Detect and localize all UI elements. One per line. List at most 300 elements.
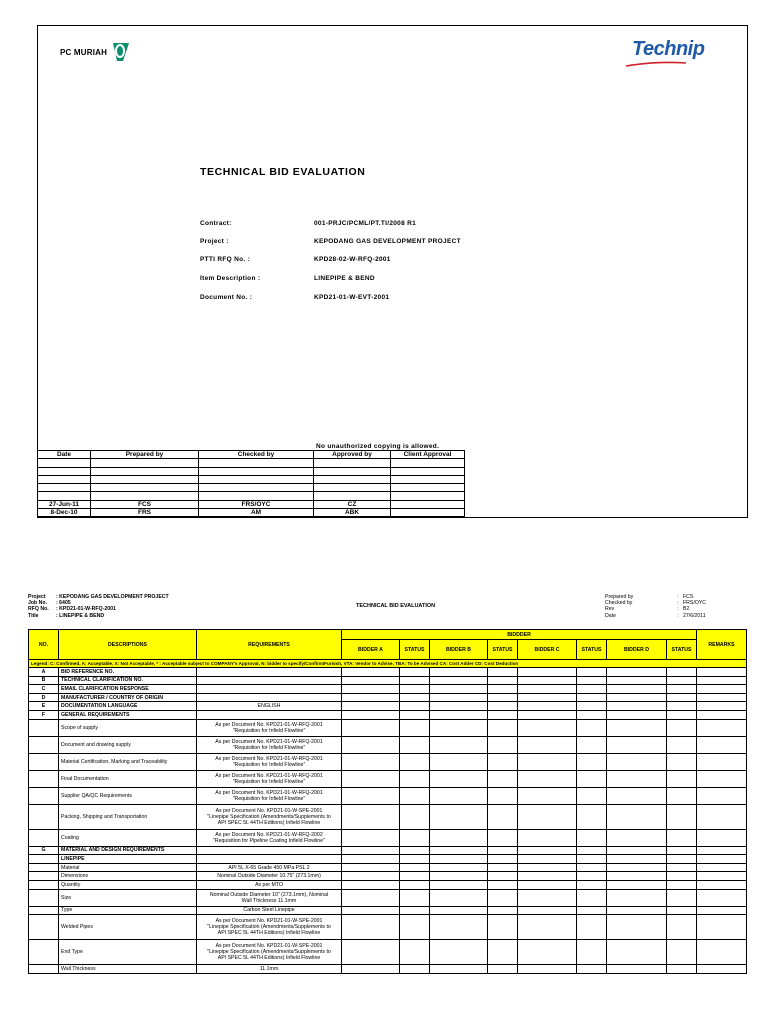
row-bidder-cell — [577, 770, 607, 787]
row-remarks — [697, 906, 747, 915]
row-bidder-cell — [577, 863, 607, 872]
row-no — [29, 915, 59, 940]
row-bidder-cell — [577, 753, 607, 770]
row-remarks — [697, 863, 747, 872]
row-bidder-cell — [607, 855, 667, 864]
row-bidder-cell — [342, 855, 400, 864]
revision-row-empty — [38, 484, 465, 492]
row-no — [29, 770, 59, 787]
revision-row — [38, 509, 465, 517]
row-bidder-cell — [342, 753, 400, 770]
row-no: G — [29, 846, 59, 855]
row-no — [29, 736, 59, 753]
row-bidder-cell — [342, 915, 400, 940]
rev-client — [391, 509, 465, 517]
table-row — [29, 804, 747, 829]
row-remarks — [697, 685, 747, 694]
row-description: DOCUMENTATION LANGUAGE — [59, 702, 197, 711]
header-value: : LINEPIPE & BEND — [56, 612, 105, 619]
row-description: Size — [59, 889, 197, 906]
row-remarks — [697, 855, 747, 864]
row-requirement — [197, 676, 342, 685]
row-bidder-cell — [518, 846, 577, 855]
row-bidder-cell — [518, 753, 577, 770]
row-bidder-cell — [607, 804, 667, 829]
row-bidder-cell — [667, 710, 697, 719]
row-bidder-cell — [607, 736, 667, 753]
row-no — [29, 855, 59, 864]
row-bidder-cell — [488, 804, 518, 829]
row-remarks — [697, 804, 747, 829]
revision-row — [38, 500, 465, 508]
sheet-header-right: Prepared by : FCS Checked by : FRS/OYC Rev : B2 Date : 27/6/2011 — [605, 594, 707, 619]
row-no — [29, 965, 59, 974]
row-bidder-cell — [342, 804, 400, 829]
table-row — [29, 685, 747, 694]
header-value: 27/6/2011 — [683, 612, 706, 619]
row-remarks — [697, 915, 747, 940]
row-requirement — [197, 855, 342, 864]
cover-title: TECHNICAL BID EVALUATION — [200, 166, 366, 178]
row-requirement — [197, 668, 342, 677]
row-remarks — [697, 872, 747, 881]
row-bidder-cell — [430, 676, 488, 685]
row-bidder-cell — [518, 863, 577, 872]
row-requirement: As per Document No. KPD21-01-W-RFQ-2001 "Requisition for Infield Flowline" — [197, 770, 342, 787]
header-key: Job No. — [28, 600, 48, 607]
row-bidder-cell — [488, 668, 518, 677]
row-description: TECHNICAL CLARIFICATION NO. — [59, 676, 197, 685]
table-header-row — [29, 630, 747, 640]
row-description: MATERIAL AND DESIGN REQUIREMENTS — [59, 846, 197, 855]
row-bidder-cell — [430, 736, 488, 753]
table-row — [29, 736, 747, 753]
rev-header-checked: Checked by — [199, 451, 314, 459]
row-description: Scope of supply — [59, 719, 197, 736]
row-bidder-cell — [430, 829, 488, 846]
revision-row-empty — [38, 475, 465, 483]
row-bidder-cell — [667, 753, 697, 770]
status-header: STATUS — [577, 640, 607, 660]
row-bidder-cell — [488, 710, 518, 719]
row-requirement — [197, 710, 342, 719]
row-bidder-cell — [430, 940, 488, 965]
revision-header-row — [38, 451, 465, 459]
row-bidder-cell — [607, 710, 667, 719]
row-bidder-cell — [430, 965, 488, 974]
header-key: Project — [28, 594, 46, 600]
row-bidder-cell — [488, 719, 518, 736]
row-bidder-cell — [518, 702, 577, 711]
row-bidder-cell — [577, 915, 607, 940]
row-bidder-cell — [607, 787, 667, 804]
header-key: Checked by — [605, 600, 633, 607]
row-bidder-cell — [430, 719, 488, 736]
row-bidder-cell — [577, 702, 607, 711]
row-requirement: ENGLISH — [197, 702, 342, 711]
row-no: C — [29, 685, 59, 694]
row-bidder-cell — [577, 685, 607, 694]
petronas-emblem-icon — [107, 39, 133, 65]
row-description: Material Certification, Marking and Traceability — [59, 753, 197, 770]
row-bidder-cell — [667, 702, 697, 711]
col-req-header: REQUIREMENTS — [197, 630, 342, 660]
row-remarks — [697, 770, 747, 787]
rev-header-date: Date — [38, 451, 91, 459]
legend-row — [29, 660, 747, 668]
row-bidder-cell — [667, 787, 697, 804]
row-bidder-cell — [400, 770, 430, 787]
row-bidder-cell — [430, 804, 488, 829]
header-key: Rev — [605, 606, 615, 613]
row-bidder-cell — [400, 702, 430, 711]
row-no — [29, 863, 59, 872]
header-value: B2 — [683, 606, 690, 613]
row-bidder-cell — [342, 736, 400, 753]
row-bidder-cell — [577, 906, 607, 915]
row-bidder-cell — [400, 804, 430, 829]
technip-swoosh-icon — [626, 61, 686, 67]
pc-muriah-logo — [60, 39, 133, 65]
row-requirement: As per Document No. KPD21-01-W-RFQ-2001 "Requisition for Infield Flowline" — [197, 719, 342, 736]
row-bidder-cell — [342, 676, 400, 685]
row-bidder-cell — [488, 770, 518, 787]
header-key: RFQ No. — [28, 606, 49, 613]
revision-row-empty — [38, 467, 465, 475]
row-description: Document and drawing supply — [59, 736, 197, 753]
row-bidder-cell — [430, 685, 488, 694]
rev-header-client: Client Approval — [391, 451, 465, 459]
row-bidder-cell — [607, 668, 667, 677]
revision-row-empty — [38, 492, 465, 500]
header-value: : KEPODANG GAS DEVELOPMENT PROJECT — [56, 594, 169, 600]
table-row — [29, 855, 747, 864]
col-desc-header: DESCRIPTIONS — [59, 630, 197, 660]
row-no: D — [29, 693, 59, 702]
row-bidder-cell — [430, 846, 488, 855]
row-remarks — [697, 736, 747, 753]
row-bidder-cell — [342, 863, 400, 872]
row-requirement: 11.1mm — [197, 965, 342, 974]
row-bidder-cell — [400, 846, 430, 855]
row-remarks — [697, 940, 747, 965]
row-bidder-cell — [400, 736, 430, 753]
row-bidder-cell — [607, 872, 667, 881]
row-bidder-cell — [607, 770, 667, 787]
row-bidder-cell — [667, 863, 697, 872]
row-remarks — [697, 668, 747, 677]
row-description: Type — [59, 906, 197, 915]
rev-client — [391, 500, 465, 508]
row-no — [29, 804, 59, 829]
table-row — [29, 702, 747, 711]
row-bidder-cell — [342, 889, 400, 906]
row-bidder-cell — [518, 685, 577, 694]
row-bidder-cell — [430, 753, 488, 770]
row-bidder-cell — [518, 915, 577, 940]
project-label: Project : — [200, 238, 229, 245]
row-bidder-cell — [518, 668, 577, 677]
col-remarks-header: REMARKS — [697, 630, 747, 660]
technip-logo — [632, 38, 744, 67]
row-bidder-cell — [342, 719, 400, 736]
row-bidder-cell — [667, 770, 697, 787]
table-row — [29, 863, 747, 872]
row-bidder-cell — [430, 872, 488, 881]
row-requirement — [197, 685, 342, 694]
row-requirement: As per Document No. KPD21-01-W-SPE-2001 "Linepipe Specification (Amendments/Supplements to API SPEC 5L 44TH Editions) Infield Flowline — [197, 915, 342, 940]
table-row — [29, 753, 747, 770]
row-bidder-cell — [488, 915, 518, 940]
row-no — [29, 719, 59, 736]
row-bidder-cell — [430, 915, 488, 940]
row-bidder-cell — [667, 940, 697, 965]
row-bidder-cell — [342, 965, 400, 974]
row-no: F — [29, 710, 59, 719]
row-bidder-cell — [667, 829, 697, 846]
row-bidder-cell — [488, 787, 518, 804]
row-bidder-cell — [667, 668, 697, 677]
table-row — [29, 676, 747, 685]
revision-row-empty — [38, 459, 465, 467]
row-bidder-cell — [400, 710, 430, 719]
row-bidder-cell — [667, 880, 697, 889]
row-remarks — [697, 710, 747, 719]
row-bidder-cell — [400, 719, 430, 736]
rev-prepared: FRS — [91, 509, 199, 517]
row-bidder-cell — [577, 889, 607, 906]
row-no: E — [29, 702, 59, 711]
row-bidder-cell — [342, 940, 400, 965]
row-bidder-cell — [667, 889, 697, 906]
row-requirement: As per Document No. KPD21-01-W-SPE-2001 "Linepipe Specification (Amendments/Supplements to API SPEC 5L 44TH Editions) Infield Flowline — [197, 940, 342, 965]
row-bidder-cell — [577, 676, 607, 685]
row-bidder-cell — [518, 710, 577, 719]
row-bidder-cell — [488, 863, 518, 872]
row-bidder-cell — [342, 846, 400, 855]
row-bidder-cell — [430, 880, 488, 889]
row-requirement — [197, 693, 342, 702]
row-bidder-cell — [400, 872, 430, 881]
row-bidder-cell — [607, 863, 667, 872]
row-bidder-cell — [342, 685, 400, 694]
row-bidder-cell — [488, 685, 518, 694]
row-bidder-cell — [607, 965, 667, 974]
row-bidder-cell — [430, 668, 488, 677]
row-bidder-cell — [577, 829, 607, 846]
row-bidder-cell — [577, 872, 607, 881]
status-header: STATUS — [488, 640, 518, 660]
row-bidder-cell — [342, 872, 400, 881]
contract-value: 001-PRJC/PCML/PT.TI/2008 R1 — [314, 220, 417, 227]
row-bidder-cell — [518, 872, 577, 881]
table-row — [29, 719, 747, 736]
row-bidder-cell — [400, 855, 430, 864]
row-requirement: As per Document No. KPD21-01-W-SPE-2001 "Linepipe Specification (Amendments/Supplements to API SPEC 5L 44TH Editions) Infield Flowline — [197, 804, 342, 829]
row-bidder-cell — [607, 906, 667, 915]
row-bidder-cell — [577, 965, 607, 974]
row-bidder-cell — [488, 855, 518, 864]
contract-label: Contract: — [200, 220, 232, 227]
row-bidder-cell — [577, 710, 607, 719]
row-bidder-cell — [607, 753, 667, 770]
rfq-value: KPD28-02-W-RFQ-2001 — [314, 256, 391, 263]
col-no-header: NO. — [29, 630, 59, 660]
row-description: Dimensions — [59, 872, 197, 881]
row-bidder-cell — [607, 693, 667, 702]
row-bidder-cell — [607, 889, 667, 906]
row-bidder-cell — [577, 736, 607, 753]
row-bidder-cell — [342, 710, 400, 719]
row-remarks — [697, 889, 747, 906]
row-description: Welded Pipes — [59, 915, 197, 940]
document-no-label: Document No. : — [200, 294, 253, 301]
row-bidder-cell — [430, 855, 488, 864]
table-row — [29, 710, 747, 719]
row-bidder-cell — [488, 872, 518, 881]
revision-table — [37, 450, 465, 517]
row-requirement: As per Document No. KPD21-01-W-RFQ-2002 "Requisition for Pipeline Coating Infield Flowline" — [197, 829, 342, 846]
row-bidder-cell — [400, 685, 430, 694]
rev-date: 8-Dec-10 — [38, 509, 91, 517]
rev-approved: CZ — [314, 500, 391, 508]
row-bidder-cell — [577, 855, 607, 864]
row-description: LINEPIPE — [59, 855, 197, 864]
row-bidder-cell — [577, 787, 607, 804]
row-bidder-cell — [430, 770, 488, 787]
row-no — [29, 787, 59, 804]
row-bidder-cell — [518, 829, 577, 846]
row-bidder-cell — [518, 693, 577, 702]
row-bidder-cell — [400, 693, 430, 702]
header-value: FCS — [683, 594, 694, 600]
row-bidder-cell — [667, 685, 697, 694]
row-no — [29, 872, 59, 881]
row-bidder-cell — [488, 906, 518, 915]
row-requirement: API 5L X-65 Grade 450 MPa PSL 2 — [197, 863, 342, 872]
table-row — [29, 889, 747, 906]
table-row — [29, 846, 747, 855]
row-remarks — [697, 829, 747, 846]
row-bidder-cell — [607, 846, 667, 855]
row-bidder-cell — [430, 906, 488, 915]
row-bidder-cell — [400, 880, 430, 889]
row-description: Wall Thickness — [59, 965, 197, 974]
row-bidder-cell — [667, 846, 697, 855]
document-no-value: KPD21-01-W-EVT-2001 — [314, 294, 390, 301]
row-bidder-cell — [607, 702, 667, 711]
bidder-c-header: BIDDER C — [518, 640, 577, 660]
header-value: FRS/OYC — [683, 600, 707, 607]
row-bidder-cell — [342, 770, 400, 787]
rev-checked: AM — [199, 509, 314, 517]
row-description: EMAIL CLARIFICATION RESPONSE — [59, 685, 197, 694]
rfq-label: PTTI RFQ No. : — [200, 256, 251, 263]
row-remarks — [697, 965, 747, 974]
item-description-value: LINEPIPE & BEND — [314, 275, 375, 282]
table-row — [29, 787, 747, 804]
row-bidder-cell — [400, 829, 430, 846]
row-bidder-cell — [607, 685, 667, 694]
row-requirement — [197, 846, 342, 855]
row-bidder-cell — [667, 855, 697, 864]
bidder-a-header: BIDDER A — [342, 640, 400, 660]
row-description: Packing, Shipping and Transportation — [59, 804, 197, 829]
row-bidder-cell — [667, 804, 697, 829]
row-remarks — [697, 880, 747, 889]
row-bidder-cell — [400, 965, 430, 974]
row-bidder-cell — [518, 940, 577, 965]
row-bidder-cell — [518, 855, 577, 864]
row-remarks — [697, 702, 747, 711]
row-bidder-cell — [667, 736, 697, 753]
rev-checked: FRS/OYC — [199, 500, 314, 508]
row-bidder-cell — [667, 915, 697, 940]
row-bidder-cell — [430, 702, 488, 711]
table-row — [29, 906, 747, 915]
row-bidder-cell — [342, 668, 400, 677]
project-value: KEPODANG GAS DEVELOPMENT PROJECT — [314, 238, 461, 245]
row-bidder-cell — [342, 906, 400, 915]
row-bidder-cell — [430, 710, 488, 719]
row-description: BID REFERENCE NO. — [59, 668, 197, 677]
row-requirement: As per Document No. KPD21-01-W-RFQ-2001 "Requisition for Infield Flowline" — [197, 736, 342, 753]
table-row — [29, 880, 747, 889]
row-bidder-cell — [518, 965, 577, 974]
row-bidder-cell — [400, 906, 430, 915]
header-key: Prepared by — [605, 594, 634, 600]
table-row — [29, 693, 747, 702]
rev-prepared: FCS — [91, 500, 199, 508]
table-row — [29, 872, 747, 881]
row-bidder-cell — [607, 940, 667, 965]
rev-header-prepared: Prepared by — [91, 451, 199, 459]
row-bidder-cell — [342, 702, 400, 711]
row-description: GENERAL REQUIREMENTS — [59, 710, 197, 719]
technip-logo-text: Technip — [632, 38, 705, 60]
row-description: Final Documentation — [59, 770, 197, 787]
row-bidder-cell — [577, 846, 607, 855]
row-remarks — [697, 719, 747, 736]
row-requirement: As per Document No. KPD21-01-W-RFQ-2001 "Requisition for Infield Flowline" — [197, 787, 342, 804]
sheet-title: TECHNICAL BID EVALUATION — [356, 603, 436, 609]
row-bidder-cell — [667, 965, 697, 974]
row-bidder-cell — [518, 804, 577, 829]
copy-notice: No unauthorized copying is allowed. — [316, 443, 440, 450]
row-bidder-cell — [577, 804, 607, 829]
row-requirement: Nominal Outside Diameter 10.75" (273.1mm) — [197, 872, 342, 881]
row-no — [29, 906, 59, 915]
row-bidder-cell — [667, 693, 697, 702]
row-bidder-cell — [518, 787, 577, 804]
row-bidder-cell — [607, 915, 667, 940]
table-row — [29, 829, 747, 846]
row-bidder-cell — [577, 880, 607, 889]
row-bidder-cell — [518, 719, 577, 736]
header-value: : KPD21-01-W-RFQ-2001 — [56, 606, 116, 613]
row-bidder-cell — [342, 787, 400, 804]
row-bidder-cell — [342, 829, 400, 846]
row-bidder-cell — [488, 693, 518, 702]
table-row — [29, 965, 747, 974]
status-header: STATUS — [400, 640, 430, 660]
row-bidder-cell — [667, 872, 697, 881]
row-bidder-cell — [488, 702, 518, 711]
row-no — [29, 880, 59, 889]
rev-date: 27-Jun-11 — [38, 500, 91, 508]
table-row — [29, 770, 747, 787]
row-remarks — [697, 753, 747, 770]
